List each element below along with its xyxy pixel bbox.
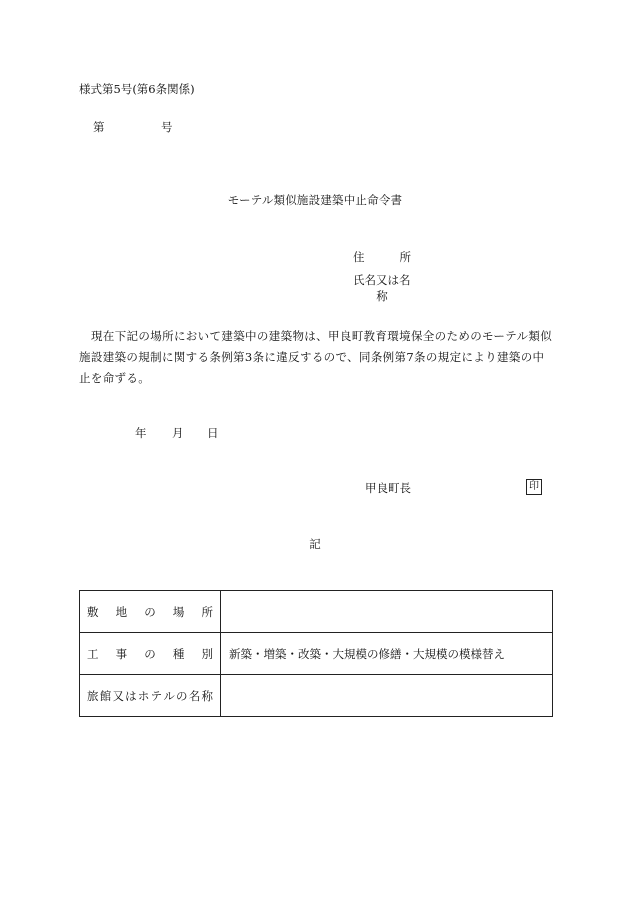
form-number: 様式第5号(第6条関係) [79,82,195,96]
order-body-text: 現在下記の場所において建築中の建築物は、甲良町教育環境保全のためのモーテル類似施設建築の規制に関する条例第3条に違反するので、同条例第7条の規定により建築の中止を命ずる。 [79,329,553,385]
facility-name-value [221,675,553,717]
document-title: モーテル類似施設建築中止命令書 [227,193,403,207]
site-location-label [80,591,221,633]
issuer-title: 甲良町長 [365,481,411,495]
site-location-value [221,591,553,633]
label-char: は [125,688,137,703]
table-row [80,591,553,633]
label-char: 場 [172,604,185,619]
label-char: の [144,604,156,619]
date-month-label: 月 [172,426,184,440]
document-number-suffix: 号 [161,120,173,134]
document-number-prefix: 第 [93,120,105,134]
address-label-char: 所 [399,250,411,264]
seal-box: 印 [526,479,542,495]
label-char: 館 [99,688,112,703]
label-char: 又 [112,688,124,703]
construction-type-label [80,633,221,675]
details-table [79,590,553,717]
name-label [353,272,415,304]
name-label-line2: 称 [376,289,388,303]
label-char: 種 [172,646,185,661]
label-char: の [144,646,156,661]
label-char: 所 [201,604,213,619]
label-char: 名 [188,688,201,703]
label-char: 地 [115,604,128,619]
construction-type-value: 新築・増築・改築・大規模の修繕・大規模の模様替え [221,633,553,675]
table-row [80,633,553,675]
label-char: 別 [201,646,213,661]
name-label-line1: 氏名又は名 [353,273,411,287]
label-char: 敷 [87,604,99,619]
ki-heading: 記 [309,537,321,551]
date-year-label: 年 [135,426,147,440]
label-char: 称 [201,688,213,703]
address-label [353,249,411,265]
label-char: 事 [115,646,128,661]
label-char: 旅 [87,688,99,703]
table-row [80,675,553,717]
date-day-label: 日 [207,426,219,440]
label-char: 工 [87,646,99,661]
address-label-char: 住 [353,250,365,264]
facility-name-label [80,675,221,717]
label-char: ホ [137,688,150,703]
label-char: の [176,688,188,703]
label-char: ル [163,688,175,703]
label-char: テ [150,688,163,703]
